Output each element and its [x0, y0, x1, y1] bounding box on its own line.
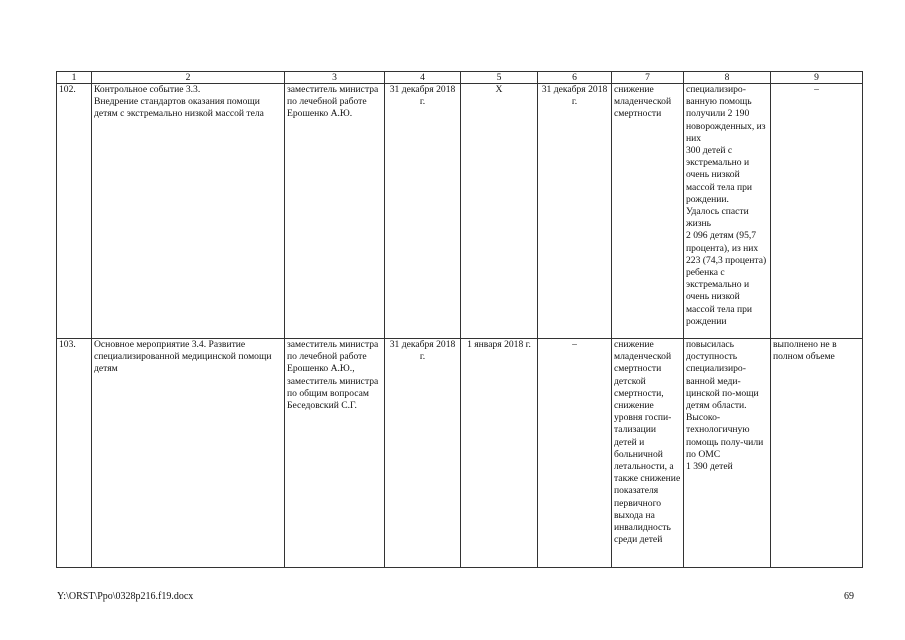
- planned-end-date: –: [538, 339, 612, 568]
- actual-start-date: 1 января 2018 г.: [461, 339, 538, 568]
- responsible-person: заместитель министра по лечебной работе Ерошенко А.Ю.: [285, 84, 385, 339]
- problems-note: выполнено не в полном объеме: [771, 339, 863, 568]
- header-cell-7: 7: [612, 72, 684, 84]
- actual-start-date: X: [461, 84, 538, 339]
- table-row-102: [57, 84, 863, 339]
- expected-result: снижение младенческой смертности: [612, 84, 684, 339]
- problems-note: –: [771, 84, 863, 339]
- header-cell-4: 4: [385, 72, 461, 84]
- page-number: 69: [844, 591, 854, 602]
- report-table: [56, 71, 863, 568]
- planned-start-date: 31 декабря 2018 г.: [385, 339, 461, 568]
- event-name: Основное мероприятие 3.4. Развитие специализированной медицинской помощи детям: [92, 339, 285, 568]
- planned-end-date: 31 декабря 2018 г.: [538, 84, 612, 339]
- header-cell-3: 3: [285, 72, 385, 84]
- header-cell-8: 8: [684, 72, 771, 84]
- header-cell-9: 9: [771, 72, 863, 84]
- header-cell-1: 1: [57, 72, 92, 84]
- table-row-103: [57, 339, 863, 568]
- event-name: Контрольное событие 3.3. Внедрение стандартов оказания помощи детям с экстремально низкой массой тела: [92, 84, 285, 339]
- planned-start-date: 31 декабря 2018 г.: [385, 84, 461, 339]
- file-path: Y:\ORST\Ppo\0328p216.f19.docx: [57, 591, 194, 602]
- header-cell-5: 5: [461, 72, 538, 84]
- row-number: 103.: [57, 339, 92, 568]
- header-row: [57, 72, 863, 84]
- header-cell-2: 2: [92, 72, 285, 84]
- actual-result: специализиро-ванную помощь получили 2 190 новорожденных, из них 300 детей с экстремально и очень низкой массой тела при рождении. Удалось спасти жизнь 2 096 детям (95,7 процента), из них 223 (74,3 процента) ребенка с экстремально и очень низкой массой тела при рождении: [684, 84, 771, 339]
- actual-result: повысилась доступность специализиро-ванной меди-цинской по-мощи детям области. Высоко-технологичную помощь полу-чили по ОМС 1 390 детей: [684, 339, 771, 568]
- row-number: 102.: [57, 84, 92, 339]
- expected-result: снижение младенческой смертности детской смертности, снижение уровня госпи-тализации детей и больничной летальности, а также снижение показателя первичного выхода на инвалидность среди детей: [612, 339, 684, 568]
- responsible-person: заместитель министра по лечебной работе Ерошенко А.Ю., заместитель министра по общим вопросам Беседовский С.Г.: [285, 339, 385, 568]
- header-cell-6: 6: [538, 72, 612, 84]
